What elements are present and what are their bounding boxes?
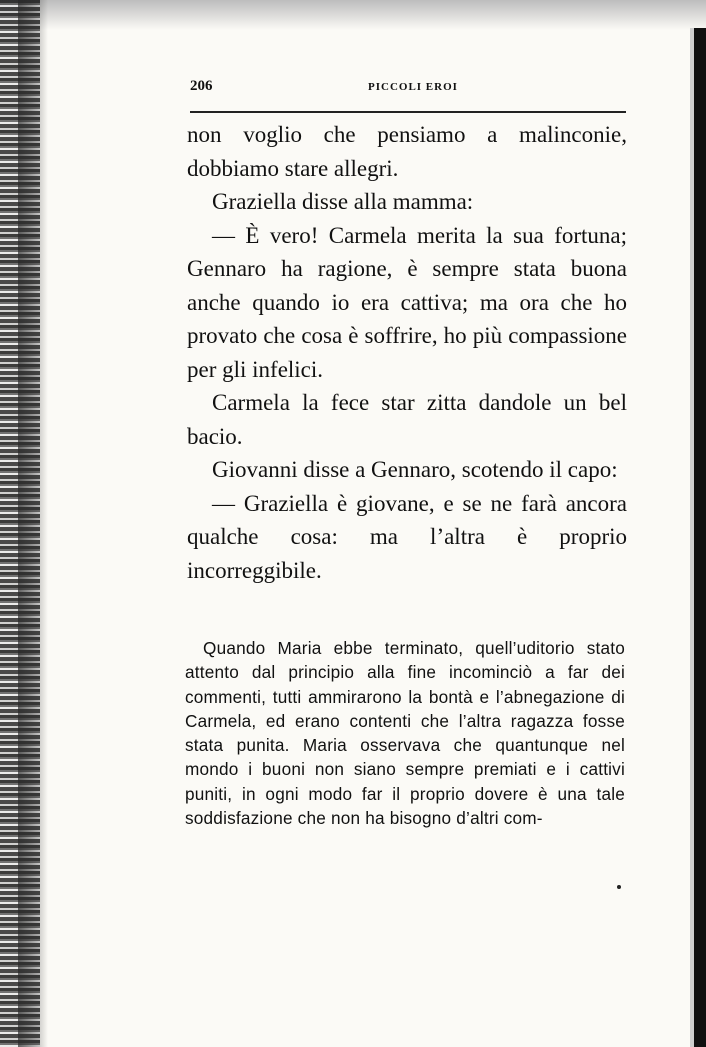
paragraph: — È vero! Carmela merita la sua fortuna; Gennaro ha ragione, è sempre stata buona anche quando io era cattiva; ma ora che ho provato che cosa è soffrire, ho più compassione per gli infelici.	[187, 222, 627, 382]
narrative-note: Quando Maria ebbe terminato, quell’uditorio stato attento dal principio alla fine incominciò a far dei commenti, tutti ammirarono la bontà e l’abnegazione di Carmela, ed erano contenti che l’altra ragazza fosse stata punita. Maria osservava che quantunque nel mondo i buoni non siano sempre premiati e i cattivi puniti, in ogni modo far il proprio dovere è una tale soddisfazione che non ha bisogno d’altri com-	[185, 638, 625, 829]
paragraph: non voglio che pensiamo a malinconie, dobbiamo stare allegri.	[187, 122, 627, 181]
ink-speck	[617, 885, 621, 889]
page-header	[190, 78, 626, 100]
paragraph: — Graziella è giovane, e se ne farà ancora qualche cosa: ma l’altra è proprio incorreggibile.	[187, 490, 627, 583]
paragraph: Carmela la fece star zitta dandole un bel bacio.	[187, 390, 627, 449]
scan-right-edge	[690, 28, 706, 1047]
main-text	[187, 118, 627, 587]
scan-top-edge	[0, 0, 706, 30]
header-rule	[190, 111, 626, 113]
running-title: PICCOLI EROI	[368, 81, 458, 93]
paragraph: Graziella disse alla mamma:	[212, 189, 474, 214]
page-number: 206	[190, 78, 213, 94]
paragraph: Giovanni disse a Gennaro, scotendo il capo:	[212, 457, 618, 482]
scan-binding-shadow	[18, 0, 48, 1047]
